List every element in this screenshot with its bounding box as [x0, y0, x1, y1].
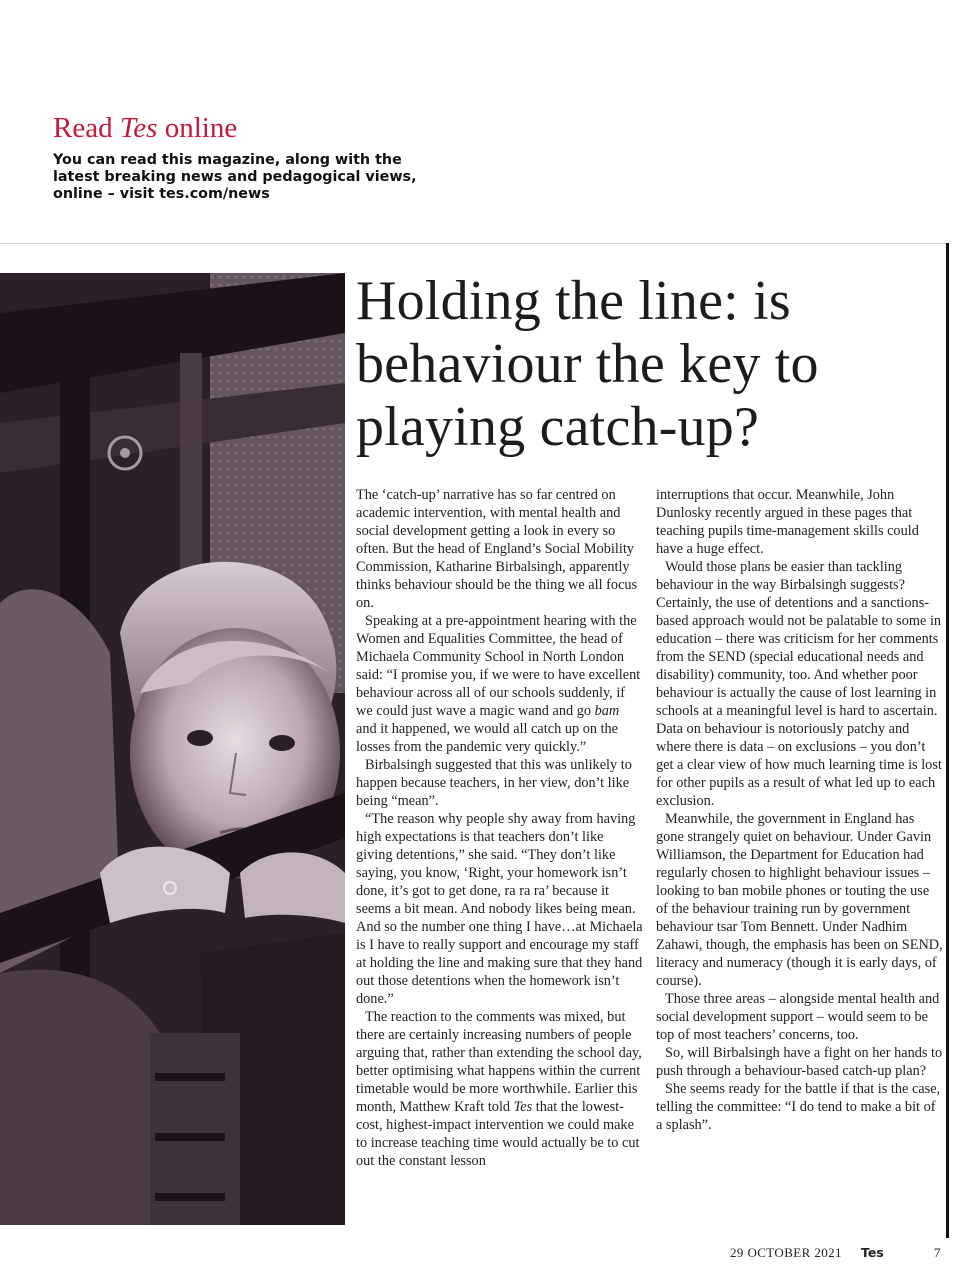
- promo-body: You can read this magazine, along with the latest breaking news and pedagogical views, online – visit tes.com/news: [53, 152, 417, 202]
- paragraph-text: Those three areas – alongside mental health and social development support – would seem to be top of most teachers’ concerns, too.: [656, 991, 940, 1043]
- promo-box: [53, 112, 433, 203]
- promo-title-suffix: online: [157, 112, 238, 144]
- article-paragraph: [656, 1044, 943, 1080]
- right-edge-rule: [946, 243, 949, 1238]
- paragraph-text: She seems ready for the battle if that is the case, telling the committee: “I do tend to make a bit of a splash”.: [656, 1081, 941, 1133]
- footer-date: 29 OCTOBER 2021: [730, 1245, 842, 1260]
- article-paragraph: [656, 558, 943, 810]
- page-number: 7: [934, 1245, 941, 1260]
- article-paragraph: [356, 486, 643, 612]
- italic-text: Tes: [513, 1099, 533, 1115]
- article-headline: Holding the line: is behaviour the key to playing catch-up?: [356, 270, 819, 458]
- paragraph-text: The ‘catch-up’ narrative has so far centred on academic intervention, with mental health and social development getting a look in every so often. But the head of England’s Social Mobility Commission, Katharine Birbalsingh, apparently thinks behaviour should be the thing we all focus on.: [356, 487, 638, 611]
- article-paragraph: [656, 990, 943, 1044]
- paragraph-text: Would those plans be easier than tackling behaviour in the way Birbalsingh suggests? Certainly, the use of detentions and a sanctions-based approach would not be palatable to some in education – there was criticism for her comments from the SEND (special educational needs and disability) community, too. And whether poor behaviour is actually the cause of lost learning in schools at a meaningful level is hard to ascertain. Data on behaviour is notoriously patchy and where there is data – on exclusions – you don’t get a clear view of how much learning time is lost for other pupils as a result of what led up to each exclusion.: [656, 559, 942, 809]
- paragraph-text: Meanwhile, the government in England has gone strangely quiet on behaviour. Under Gavin Williamson, the Department for Education had regularly chosen to highlight behaviour issues – looking to ban mobile phones or touting the use of the behaviour training run by government behaviour tsar Tom Bennett. Under Nadhim Zahawi, though, the emphasis has been on SEND, literacy and numeracy (though it is early days, of course).: [656, 811, 943, 989]
- paragraph-text: that the lowest-cost, highest-impact intervention we could make to increase teaching time would actually be to cut out the constant lesson: [356, 1099, 640, 1169]
- article-paragraph: [656, 810, 943, 990]
- italic-text: bam: [594, 703, 620, 719]
- paragraph-text: and it happened, we would all catch up on the losses from the pandemic very quickly.”: [356, 721, 619, 755]
- paragraph-text: “The reason why people shy away from having high expectations is that teachers don’t like giving detentions,” she said. “They don’t like saying, you know, ‘Right, your homework isn’t done, it’s got to get done, ra ra ra’ because it seems a bit mean. And nobody likes being mean. And so the number one thing I have…at Michaela is I have to really support and encourage my staff at holding the line and making sure that they hand out those detentions when the homework isn’t done.”: [356, 811, 643, 1007]
- article-paragraph: [356, 1008, 643, 1170]
- article-column-right: [656, 486, 943, 1134]
- article-paragraph: [656, 1080, 943, 1134]
- footer-brand: Tes: [861, 1245, 884, 1260]
- article-photo: [0, 273, 345, 1225]
- page-footer: [720, 1245, 950, 1265]
- article-paragraph: [656, 486, 943, 558]
- paragraph-text: Birbalsingh suggested that this was unlikely to happen because teachers, in her view, don’t like being “mean”.: [356, 757, 632, 809]
- promo-title: [53, 112, 433, 144]
- article-paragraph: [356, 756, 643, 810]
- paragraph-text: Speaking at a pre-appointment hearing with the Women and Equalities Committee, the head of Michaela Community School in North London said: “I promise you, if we were to have excellent behaviour across all of our schools suddenly, if we could just wave a magic wand and go: [356, 613, 641, 719]
- paragraph-text: interruptions that occur. Meanwhile, John Dunlosky recently argued in these pages that teaching pupils time-management skills could have a huge effect.: [656, 487, 919, 557]
- paragraph-text: The reaction to the comments was mixed, but there are certainly increasing numbers of people arguing that, rather than extending the school day, better optimising what happens within the current timetable would be more worthwhile. Earlier this month, Matthew Kraft told: [356, 1009, 642, 1115]
- article-column-left: [356, 486, 643, 1170]
- top-divider: [0, 243, 948, 244]
- article-paragraph: [356, 810, 643, 1008]
- article-paragraph: [356, 612, 643, 756]
- paragraph-text: So, will Birbalsingh have a fight on her hands to push through a behaviour-based catch-up plan?: [656, 1045, 943, 1079]
- promo-title-prefix: Read: [53, 112, 120, 144]
- promo-title-brand: Tes: [119, 112, 158, 144]
- child-photo-illustration: [0, 273, 345, 1225]
